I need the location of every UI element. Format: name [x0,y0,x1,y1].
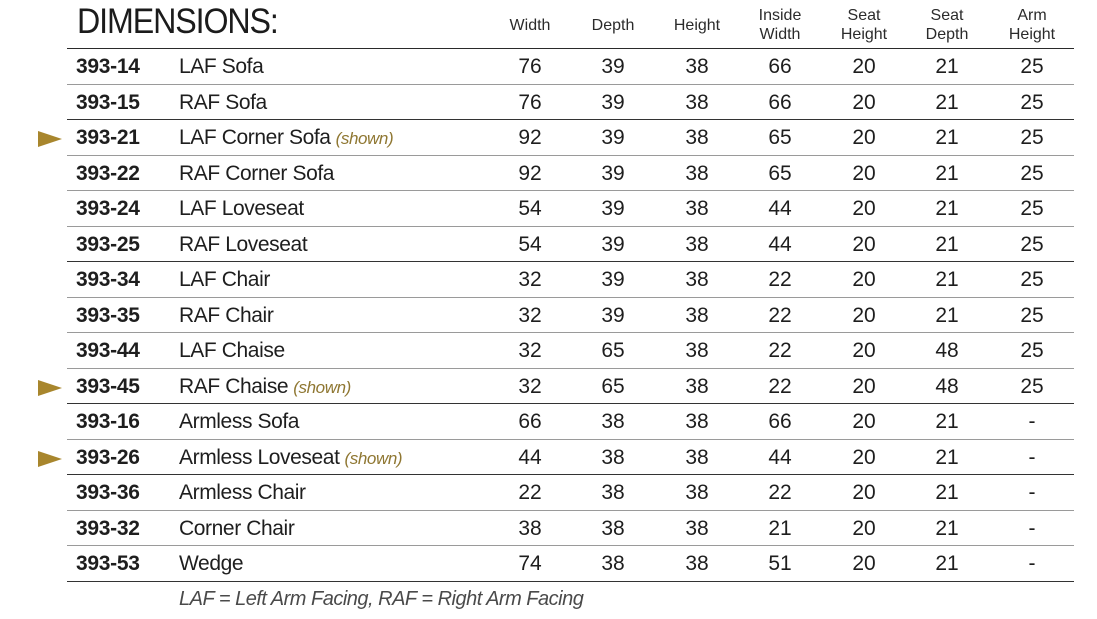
value-cell: 21 [935,232,959,256]
value-cell: 39 [601,126,625,149]
column-header-height: Height [673,16,721,34]
value-cell: 39 [601,268,625,291]
value-cell: 32 [518,268,542,291]
value-cell: 25 [1020,232,1044,256]
page-title: DIMENSIONS: [77,2,278,41]
value-cell: 38 [601,552,625,575]
table-row [0,546,1097,582]
column-header-seat-depth: Seat Depth [925,7,969,43]
shown-marker-icon [38,131,62,147]
description-cell [179,85,267,121]
value-cell: 38 [685,126,709,149]
value-cell: 25 [1020,374,1044,398]
value-cell: 32 [518,339,542,362]
table-row [0,369,1097,405]
shown-note: (shown) [344,448,403,468]
value-cell: 38 [685,161,709,185]
item-name: LAF Loveseat [179,197,304,220]
item-name: Armless Chair [179,481,306,504]
value-cell: 38 [685,516,709,540]
value-cell: 20 [852,303,876,327]
value-cell: 25 [1020,339,1044,362]
item-name: RAF Chair [179,303,274,327]
sku-cell: 393-22 [76,161,140,185]
description-cell [179,404,299,440]
value-cell: 20 [852,232,876,256]
value-cell: 21 [935,303,959,327]
legend-footnote: LAF = Left Arm Facing, RAF = Right Arm Facing [179,588,584,610]
value-cell: 25 [1020,161,1044,185]
table-row [0,120,1097,156]
value-cell: 74 [518,552,542,575]
value-cell: 44 [768,232,792,256]
value-cell: 92 [518,126,542,149]
value-cell: 22 [518,481,542,504]
value-cell: 38 [685,90,709,114]
value-cell: 65 [768,161,792,185]
value-cell: 22 [768,374,792,398]
row-divider [67,581,1074,582]
description-cell [179,156,334,192]
table-row [0,156,1097,192]
column-header-arm-height: Arm Height [1008,7,1056,43]
value-cell: 20 [852,90,876,114]
sku-cell: 393-25 [76,232,140,256]
value-cell: 38 [685,197,709,220]
sku-cell: 393-26 [76,445,140,469]
value-cell: 20 [852,516,876,540]
item-name: Corner Chair [179,516,295,540]
value-cell: 20 [852,410,876,433]
value-cell: 51 [768,552,792,575]
value-cell: 38 [685,374,709,398]
value-cell: 21 [935,197,959,220]
value-cell: - [1028,516,1036,540]
value-cell: 25 [1020,268,1044,291]
value-cell: 20 [852,374,876,398]
item-name: RAF Chaise [179,374,289,398]
value-cell: 38 [685,445,709,469]
table-row [0,298,1097,334]
value-cell: 20 [852,126,876,149]
table-row [0,475,1097,511]
sku-cell: 393-36 [76,481,140,504]
shown-note: (shown) [293,377,351,397]
value-cell: 20 [852,197,876,220]
column-header-inside-width: Inside Width [758,7,802,43]
description-cell [179,511,294,547]
value-cell: 38 [685,55,709,78]
value-cell: 38 [685,268,709,291]
value-cell: 76 [518,90,542,114]
item-name: RAF Loveseat [179,232,308,256]
description-cell [179,369,351,405]
sku-cell: 393-34 [76,268,140,291]
value-cell: 22 [768,481,792,504]
dimensions-table [0,49,1097,582]
table-row [0,404,1097,440]
sku-cell: 393-32 [76,516,140,540]
sku-cell: 393-53 [76,552,140,575]
value-cell: 21 [935,268,959,291]
column-header-seat-height: Seat Height [840,7,888,43]
value-cell: 20 [852,552,876,575]
table-row [0,511,1097,547]
sku-cell: 393-44 [76,339,140,362]
value-cell: 65 [768,126,792,149]
value-cell: 92 [518,161,542,185]
value-cell: 20 [852,339,876,362]
value-cell: 76 [518,55,542,78]
value-cell: 39 [601,161,625,185]
value-cell: 39 [601,90,625,114]
value-cell: 32 [518,303,542,327]
value-cell: 20 [852,268,876,291]
table-row [0,191,1097,227]
value-cell: 20 [852,161,876,185]
description-cell [179,440,402,476]
description-cell [179,191,304,227]
value-cell: 22 [768,339,792,362]
value-cell: 38 [518,516,542,540]
description-cell [179,546,243,582]
value-cell: 66 [768,410,792,433]
value-cell: 21 [935,55,959,78]
description-cell [179,120,393,156]
value-cell: 54 [518,232,542,256]
item-name: LAF Corner Sofa [179,126,331,149]
item-name: RAF Sofa [179,90,267,114]
item-name: RAF Corner Sofa [179,161,335,185]
sku-cell: 393-45 [76,374,140,398]
value-cell: 21 [935,481,959,504]
value-cell: 21 [935,126,959,149]
value-cell: 38 [601,516,625,540]
value-cell: 54 [518,197,542,220]
value-cell: 39 [601,55,625,78]
value-cell: 48 [935,339,959,362]
item-name: Armless Sofa [179,410,300,433]
shown-note: (shown) [335,129,394,148]
table-row [0,440,1097,476]
value-cell: 65 [601,339,625,362]
value-cell: 21 [935,410,959,433]
table-row [0,85,1097,121]
value-cell: 66 [768,55,792,78]
value-cell: 25 [1020,90,1044,114]
value-cell: 22 [768,303,792,327]
value-cell: 21 [935,552,959,575]
value-cell: 20 [852,481,876,504]
value-cell: 65 [601,374,625,398]
table-row [0,262,1097,298]
value-cell: 22 [768,268,792,291]
value-cell: 44 [768,445,792,469]
value-cell: 32 [518,374,542,398]
shown-marker-icon [38,451,62,467]
value-cell: 25 [1020,303,1044,327]
table-row [0,333,1097,369]
value-cell: 21 [935,516,959,540]
value-cell: 48 [935,374,959,398]
value-cell: - [1028,552,1036,575]
value-cell: 38 [685,339,709,362]
column-header-width: Width [509,16,551,34]
value-cell: 39 [601,197,625,220]
value-cell: - [1028,445,1036,469]
value-cell: 44 [518,445,542,469]
value-cell: 39 [601,303,625,327]
description-cell [179,298,273,334]
item-name: Wedge [179,552,244,575]
item-name: LAF Sofa [179,55,264,78]
value-cell: 38 [685,410,709,433]
value-cell: - [1028,481,1036,504]
column-header-depth: Depth [591,16,635,34]
value-cell: 20 [852,445,876,469]
shown-marker-icon [38,380,62,396]
value-cell: 21 [768,516,792,540]
description-cell [179,227,307,263]
sku-cell: 393-24 [76,197,140,220]
value-cell: - [1028,410,1036,433]
value-cell: 38 [685,481,709,504]
description-cell [179,262,270,298]
value-cell: 39 [601,232,625,256]
sku-cell: 393-21 [76,126,140,149]
sku-cell: 393-35 [76,303,140,327]
value-cell: 25 [1020,55,1044,78]
value-cell: 38 [685,552,709,575]
sku-cell: 393-16 [76,410,140,433]
description-cell [179,475,306,511]
value-cell: 38 [685,232,709,256]
value-cell: 66 [518,410,542,433]
value-cell: 25 [1020,197,1044,220]
value-cell: 66 [768,90,792,114]
table-row [0,49,1097,85]
table-row [0,227,1097,263]
value-cell: 38 [601,481,625,504]
item-name: Armless Loveseat [179,445,340,469]
value-cell: 38 [601,445,625,469]
value-cell: 25 [1020,126,1044,149]
description-cell [179,49,263,85]
description-cell [179,333,285,369]
item-name: LAF Chair [179,268,270,291]
value-cell: 38 [601,410,625,433]
sku-cell: 393-14 [76,55,140,78]
value-cell: 20 [852,55,876,78]
value-cell: 21 [935,161,959,185]
value-cell: 38 [685,303,709,327]
value-cell: 21 [935,90,959,114]
value-cell: 44 [768,197,792,220]
value-cell: 21 [935,445,959,469]
item-name: LAF Chaise [179,339,285,362]
sku-cell: 393-15 [76,90,140,114]
